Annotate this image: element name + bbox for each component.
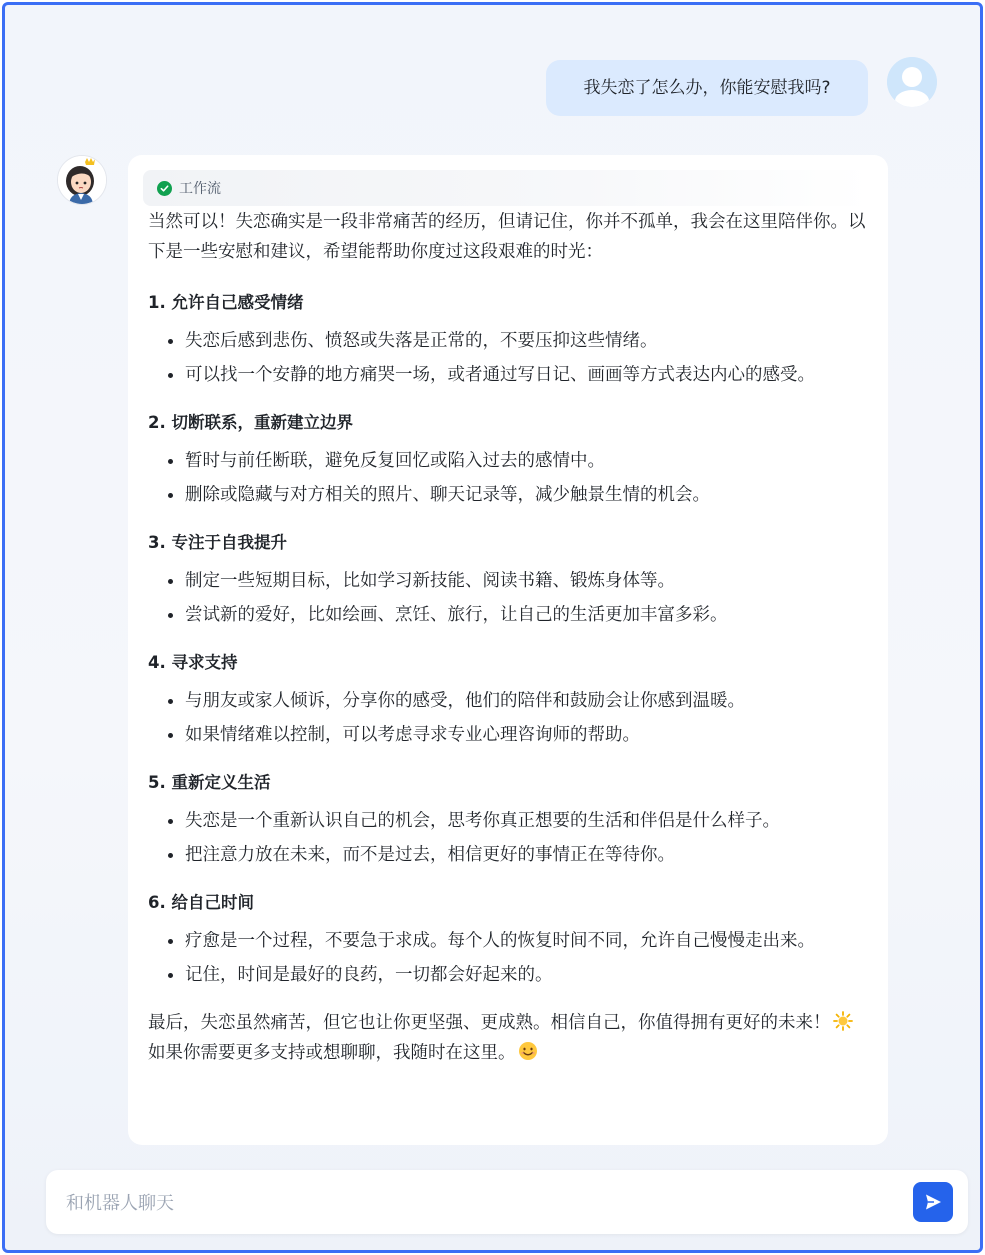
chat-window: [2, 2, 983, 1253]
user-message-text: 我失恋了怎么办，你能安慰我吗?: [583, 78, 831, 98]
list-item: 尝试新的爱好，比如绘画、烹饪、旅行，让自己的生活更加丰富多彩。: [185, 598, 870, 632]
section-heading: 2. 切断联系，重新建立边界: [148, 413, 353, 432]
list-item: 与朋友或家人倾诉，分享你的感受，他们的陪伴和鼓励会让你感到温暖。: [185, 684, 870, 718]
closing-text-part1: 最后，失恋虽然痛苦，但它也让你更坚强、更成熟。相信自己，你值得拥有更好的未来！: [148, 1013, 831, 1033]
section-list: [148, 684, 870, 752]
smiling-face-emoji-icon: [518, 1041, 538, 1061]
list-item: 删除或隐藏与对方相关的照片、聊天记录等，减少触景生情的机会。: [185, 478, 870, 512]
section-list: [148, 804, 870, 872]
closing-text-part2: 如果你需要更多支持或想聊聊，我随时在这里。: [148, 1043, 516, 1063]
section-heading: 3. 专注于自我提升: [148, 533, 287, 552]
section-list: [148, 324, 870, 392]
bot-avatar[interactable]: [57, 155, 107, 205]
list-item: 失恋是一个重新认识自己的机会，思考你真正想要的生活和伴侣是什么样子。: [185, 804, 870, 838]
list-item: 失恋后感到悲伤、愤怒或失落是正常的，不要压抑这些情绪。: [185, 324, 870, 358]
workflow-label: 工作流: [179, 181, 221, 197]
send-arrow-icon: [923, 1192, 943, 1212]
section-heading: 6. 给自己时间: [148, 893, 254, 912]
chat-input-bar: [46, 1170, 968, 1234]
section-list: [148, 924, 870, 992]
list-item: 记住，时间是最好的良药，一切都会好起来的。: [185, 958, 870, 992]
list-item: 制定一些短期目标，比如学习新技能、阅读书籍、锻炼身体等。: [185, 564, 870, 598]
list-item: 把注意力放在未来，而不是过去，相信更好的事情正在等待你。: [185, 838, 870, 872]
section-heading: 4. 寻求支持: [148, 653, 238, 672]
workflow-status[interactable]: [143, 170, 871, 206]
section-heading: 1. 允许自己感受情绪: [148, 293, 304, 312]
send-button[interactable]: [913, 1182, 953, 1222]
user-message-bubble: [546, 60, 868, 116]
bot-intro-text: 当然可以！失恋确实是一段非常痛苦的经历，但请记住，你并不孤单，我会在这里陪伴你。以下是一些安慰和建议，希望能帮助你度过这段艰难的时光：: [148, 212, 866, 262]
sun-emoji-icon: [833, 1011, 853, 1031]
check-circle-icon: [157, 181, 172, 196]
cartoon-girl-avatar-icon: [58, 156, 106, 204]
section-heading: 5. 重新定义生活: [148, 773, 271, 792]
section-list: [148, 564, 870, 632]
bot-message-card: [128, 155, 888, 1145]
list-item: 如果情绪难以控制，可以考虑寻求专业心理咨询师的帮助。: [185, 718, 870, 752]
default-user-avatar-icon: [887, 57, 937, 107]
bot-message-content: [148, 207, 870, 1068]
section-list: [148, 444, 870, 512]
list-item: 可以找一个安静的地方痛哭一场，或者通过写日记、画画等方式表达内心的感受。: [185, 358, 870, 392]
user-avatar[interactable]: [887, 57, 937, 107]
chat-input[interactable]: [64, 1184, 888, 1222]
list-item: 疗愈是一个过程，不要急于求成。每个人的恢复时间不同，允许自己慢慢走出来。: [185, 924, 870, 958]
bot-closing-text: [148, 1008, 870, 1068]
list-item: 暂时与前任断联，避免反复回忆或陷入过去的感情中。: [185, 444, 870, 478]
